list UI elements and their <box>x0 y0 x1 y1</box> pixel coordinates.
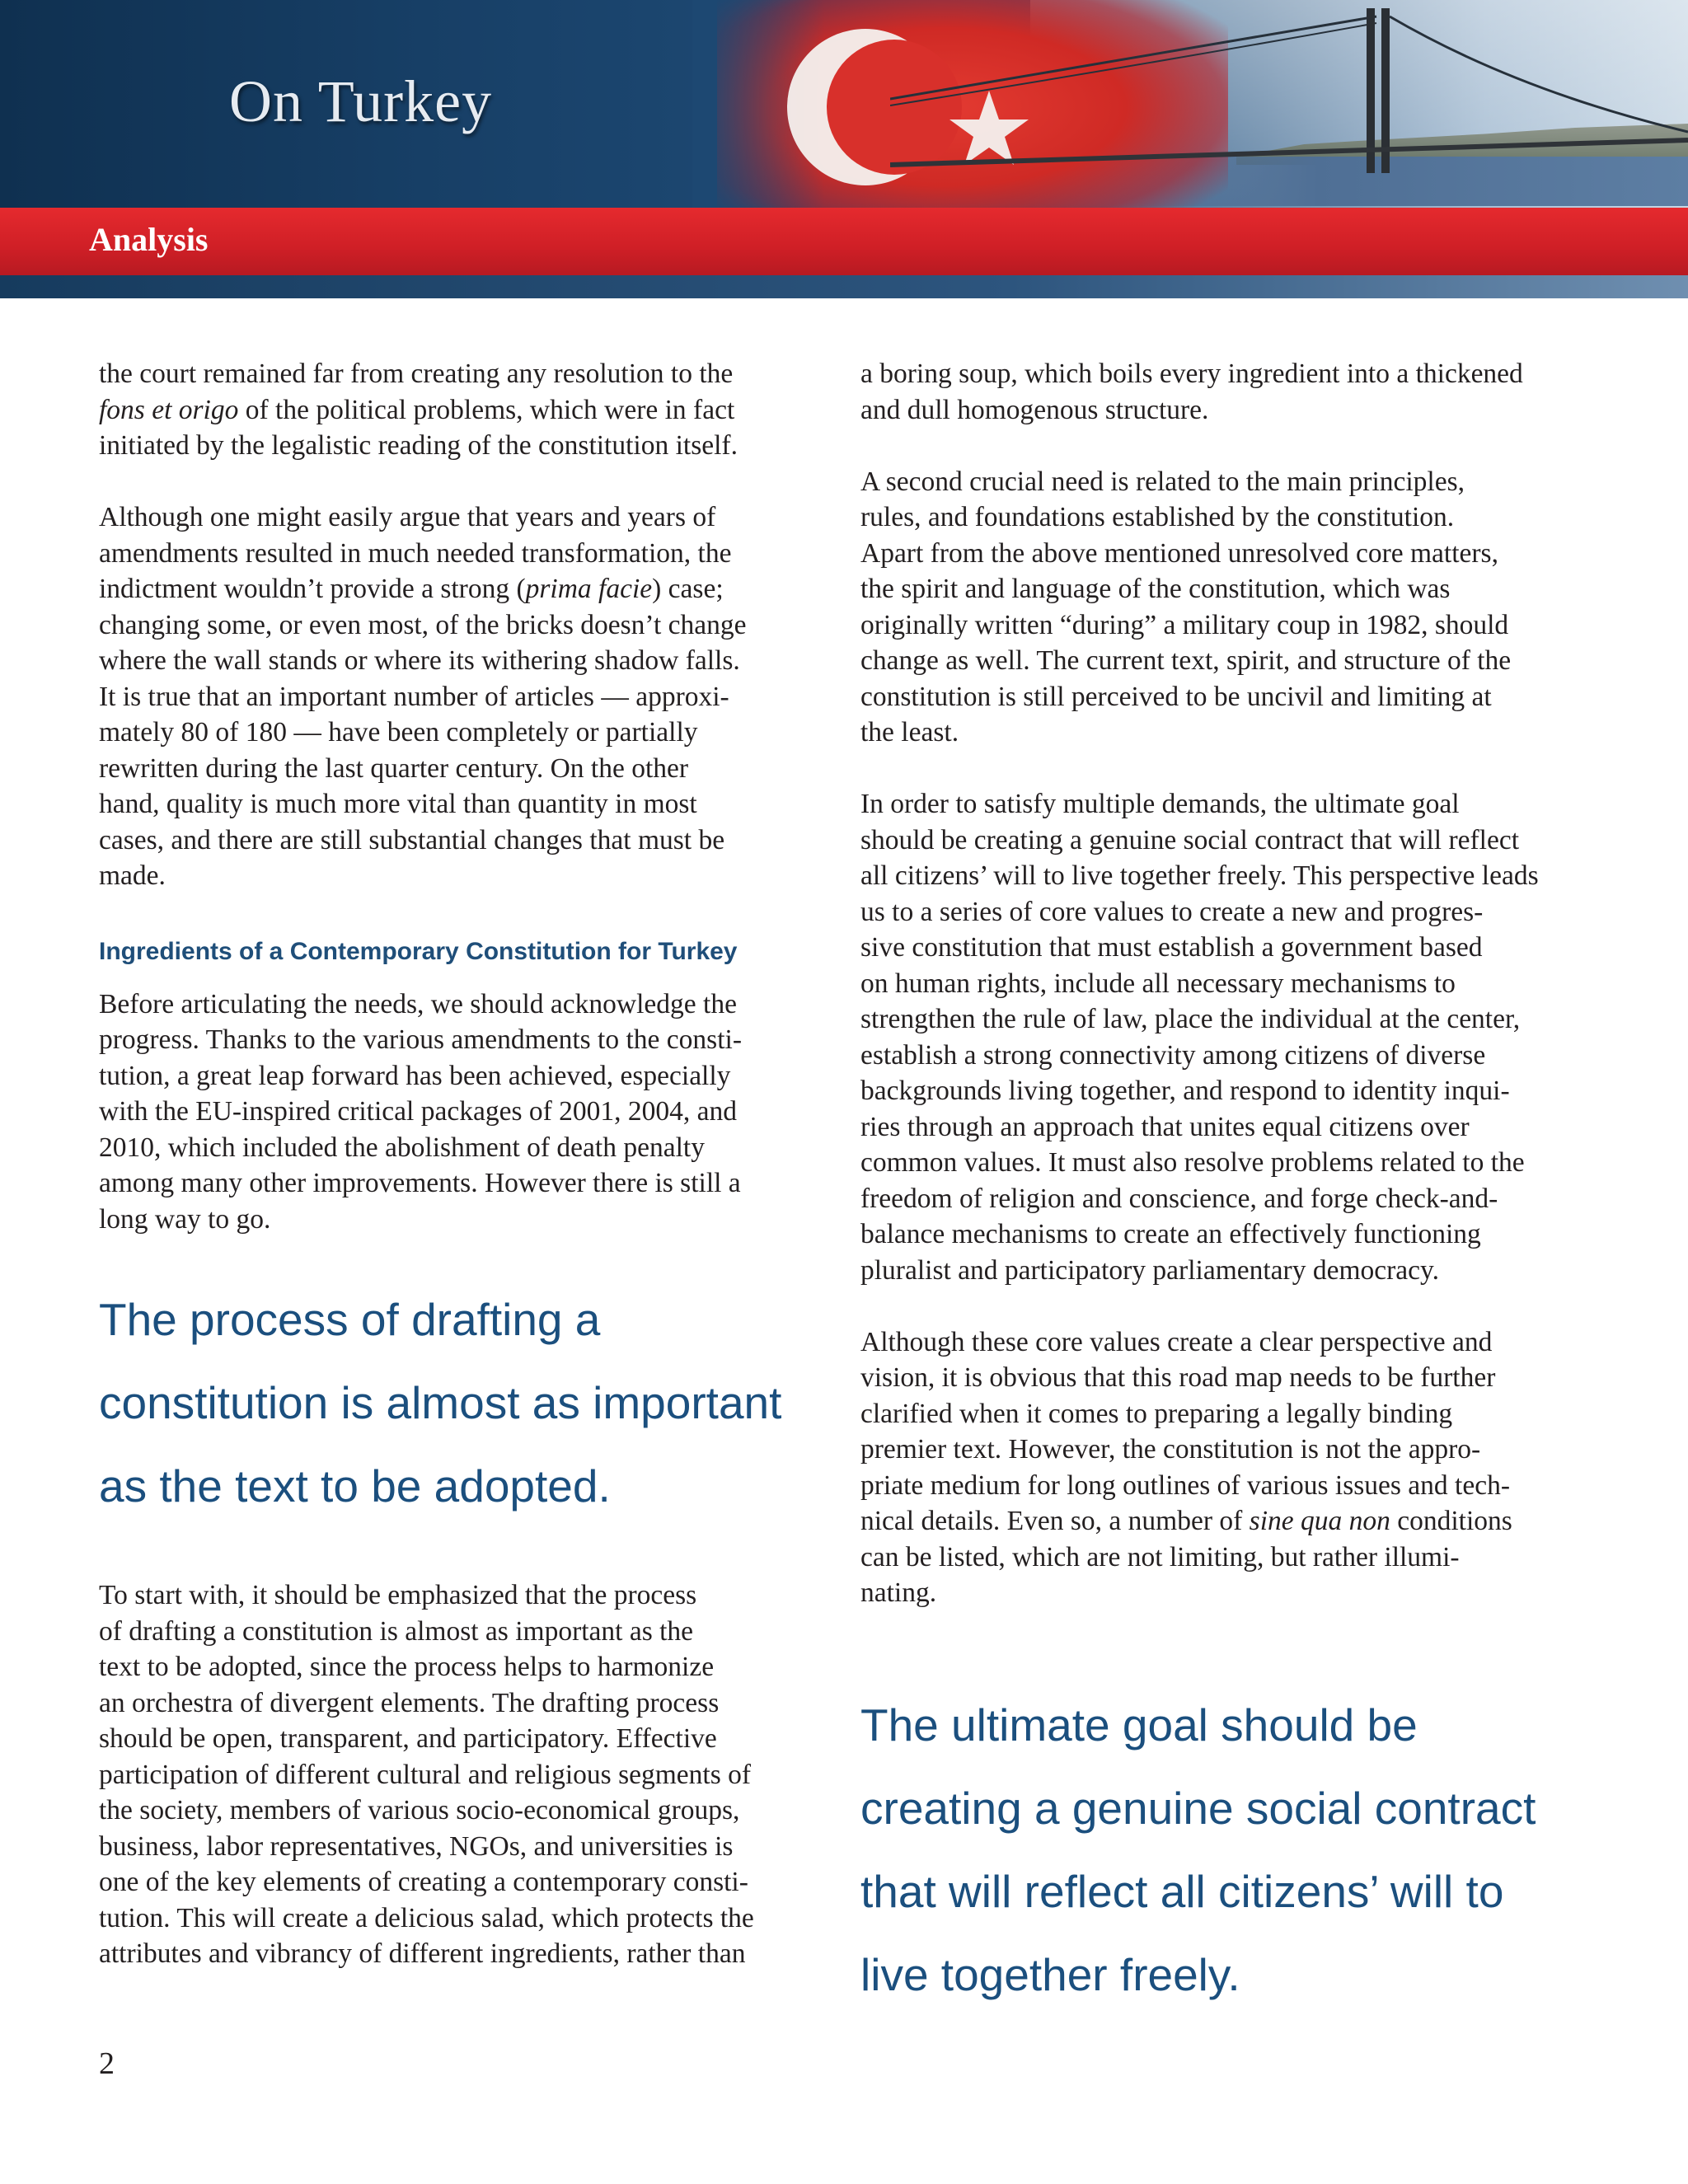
body-paragraph: A second crucial need is related to the main principles, rules, and foundations established by the constitution. Apart from the above mentioned unresolved core matters, the spirit and language of the constitution, which was originally written “during” a military coup in 1982, should change as well. The current text, spirit, and structure of the constitution is still perceived to be uncivil and limiting at the least. <box>860 466 1512 748</box>
section-label: Analysis <box>89 221 209 258</box>
pull-quote: The process of drafting a constitution is almost as important as the text to be adopted. <box>99 1294 782 1511</box>
banner-bottom-strip <box>0 275 1688 298</box>
italic-term: sine qua non <box>1249 1506 1390 1536</box>
body-paragraph: To start with, it should be emphasized that the process of drafting a constitution is almost as important as the text to be adopted, since the process helps to harmonize an orchestra of divergent elements. The drafting process should be open, transparent, and participatory. Effective participation of different cultural and religious segments of the society, members of various socio-economical groups, business, labor representatives, NGOs, and universities is one of the key elements of creating a contemporary consti- tution. This will create a delicious salad, which protects the attributes and vibrancy of different ingredients, rather than <box>99 1580 754 1969</box>
section-subheading: Ingredients of a Contemporary Constitution for Turkey <box>99 937 738 965</box>
body-paragraph: a boring soup, which boils every ingredient into a thickened and dull homogenous structure. <box>860 359 1523 425</box>
italic-term: prima facie <box>525 574 653 604</box>
italic-term: fons et origo <box>99 394 239 425</box>
right-column <box>860 356 1602 2017</box>
publication-title: On Turkey <box>229 68 493 134</box>
section-bar <box>0 208 1688 275</box>
body-paragraph: In order to satisfy multiple demands, the ultimate goal should be creating a genuine social contract that will reflect all citizens’ will to live together freely. This perspective leads us to a series of core values to create a new and progres- sive constitution that must establish a government based on human rights, include all necessary mechanisms to strengthen the rule of law, place the individual at the center, establish a strong connectivity among citizens of diverse backgrounds living together, and respond to identity inqui- ries through an approach that unites equal citizens over common values. It must also resolve problems related to the freedom of religion and conscience, and forge check-and- balance mechanisms to create an effectively functioning pluralist and participatory parliamentary democracy. <box>860 789 1539 1286</box>
body-paragraph: Although these core values create a clear perspective and vision, it is obvious that this road map needs to be further clarified when it comes to preparing a legally binding premier text. However, the constitution is not the appro- priate medium for long outlines of various issues and tech- nical details. Even so, a number of sine qua non conditions can be listed, which are not limiting, but rather illumi- nating. <box>860 1326 1512 1608</box>
page-number: 2 <box>99 2046 115 2081</box>
pull-quote: The ultimate goal should be creating a genuine social contract that will reflect all citizens’ will to live together freely. <box>860 1699 1536 2000</box>
left-column <box>99 356 824 2008</box>
body-paragraph: Although one might easily argue that years and years of amendments resulted in much needed transformation, the indictment wouldn’t provide a strong (prima facie) case; changing some, or even most, of the bricks doesn’t change where the wall stands or where its withering shadow falls. It is true that an important number of articles — approxi- mately 80 of 180 — have been completely or partially rewritten during the last quarter century. On the other hand, quality is much more vital than quantity in most cases, and there are still substantial changes that must be made. <box>99 502 747 891</box>
body-paragraph: the court remained far from creating any resolution to the fons et origo of the political problems, which were in fact initiated by the legalistic reading of the constitution itself. <box>99 359 738 461</box>
body-paragraph: Before articulating the needs, we should acknowledge the progress. Thanks to the various amendments to the consti- tution, a great leap forward has been achieved, especially with the EU-inspired critical packages of 2001, 2004, and 2010, which included the abolishment of death penalty among many other improvements. However there is still a long way to go. <box>99 988 742 1235</box>
suspension-bridge-image <box>890 0 1688 206</box>
